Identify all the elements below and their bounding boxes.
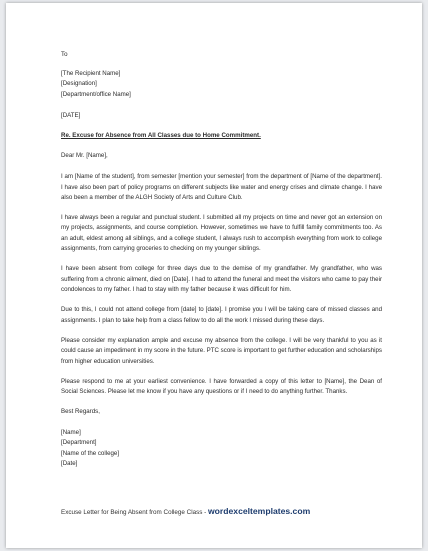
body-paragraph-2: I have always been a regular and punctual student. I submitted all my projects on time and never got an extension on my projects, assignments, and course completion. However, sometimes we have to fulfill family commitments too. As an adult, eldest among all siblings, and a college student, I always rush to accomplish everything from work to college assignments, from carrying groceries to checking on my younger siblings. bbox=[61, 214, 382, 253]
body-paragraph-1: I am [Name of the student], from semester [mention your semester] from the department of [Name of the department]. I have also been part of policy programs on different subjects like water and energy crises and climate change. I have also been a member of the ALGH Society of Arts and Culture Club. bbox=[61, 173, 382, 201]
recipient-block bbox=[61, 69, 382, 100]
subject-line: Re. Excuse for Absence from All Classes due to Home Commitment. bbox=[61, 132, 261, 140]
signature-department: [Department] bbox=[61, 439, 97, 447]
letter-date: [DATE] bbox=[61, 111, 81, 119]
recipient-department: [Department/office Name] bbox=[61, 90, 131, 98]
to-label: To bbox=[61, 51, 68, 58]
signature-name: [Name] bbox=[61, 428, 81, 436]
letter-page bbox=[6, 3, 422, 548]
body-paragraph-3: I have been absent from college for three days due to the demise of my grandfather. My grandfather, who was suffering from a chronic ailment, died on [Date]. I had to attend the funeral and meet the visitors who came to pay their condolences to my father. I had to stay with my father because it was difficult for him. bbox=[61, 265, 382, 294]
signature-date: [Date] bbox=[61, 460, 78, 468]
page-footer bbox=[61, 506, 310, 518]
recipient-designation: [Designation] bbox=[61, 80, 97, 88]
signature-college: [Name of the college] bbox=[61, 449, 120, 457]
closing: Best Regards, bbox=[61, 408, 100, 416]
recipient-name: [The Recipient Name] bbox=[61, 70, 121, 77]
footer-brand-link[interactable]: wordexceltemplates.com bbox=[208, 506, 311, 516]
signature-block bbox=[61, 428, 382, 470]
footer-caption: Excuse Letter for Being Absent from College Class - bbox=[61, 509, 208, 516]
body-paragraph-4: Due to this, I could not attend college from [date] to [date]. I promise you I will be taking care of missed classes and assignments. I plan to take help from a class fellow to do all the work I missed during these days. bbox=[61, 306, 382, 324]
salutation: Dear Mr. [Name], bbox=[61, 152, 108, 160]
body-paragraph-5: Please consider my explanation ample and excuse my absence from the college. I will be very thankful to you as it could cause an impediment in my score in the future. PTC score is important to get further education and scholarships from higher education universities. bbox=[61, 336, 382, 365]
body-paragraph-6: Please respond to me at your earliest convenience. I have forwarded a copy of this letter to [Name], the Dean of Social Sciences. Please let me know if you have any questions or if I need to do anything further. Thanks. bbox=[61, 377, 382, 396]
